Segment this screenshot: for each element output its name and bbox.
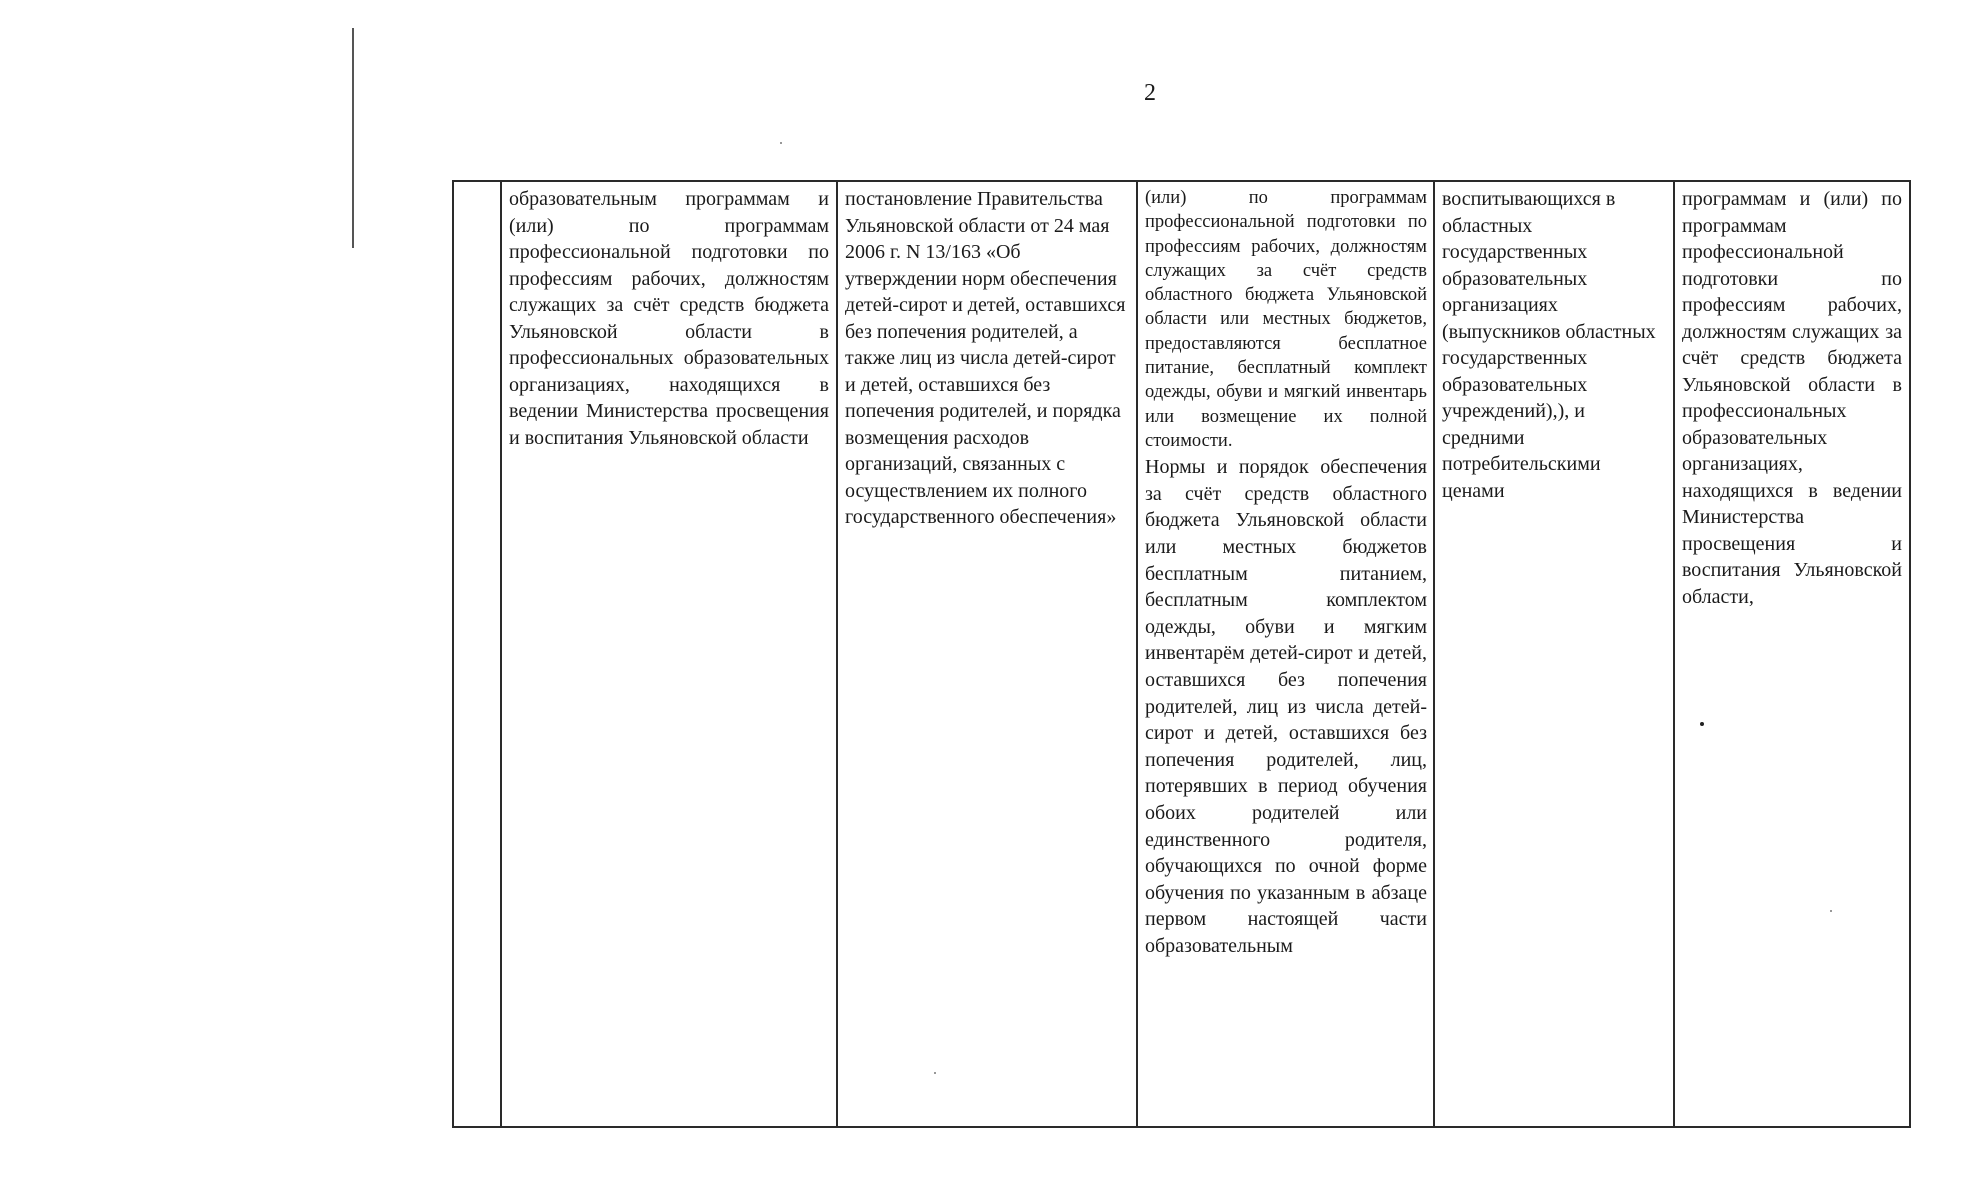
table-row <box>453 181 1910 1127</box>
table-cell-legal-act: постановление Правительства Ульяновской области от 24 мая 2006 г. N 13/163 «Об утверждении норм обеспечения детей-сирот и детей, оставшихся без попечения родителей, а также лиц из числа детей-сирот и детей, оставшихся без попечения родителей, и порядка возмещения расходов организаций, связанных с осуществлением их полного государственного обеспечения» <box>837 181 1137 1127</box>
page-number: 2 <box>1144 80 1156 106</box>
provisions-paragraph-1: (или) по программам профессиональной подготовки по профессиям рабочих, должностям служащих за счёт средств областного бюджета Ульяновской области или местных бюджетов, предоставляются бесплатное питание, бесплатный комплект одежды, обуви и мягкий инвентарь или возмещение их полной стоимости. <box>1145 188 1427 451</box>
recipients-text: воспитывающихся в областных государственных образовательных организациях (выпускников областных государственных образовательных учреждений),), и средними потребительскими ценами <box>1442 188 1656 502</box>
table-cell-number <box>453 181 501 1127</box>
binding-margin-line <box>352 28 354 248</box>
document-table <box>452 180 1911 1128</box>
table-cell-programs <box>1674 181 1910 1127</box>
scan-speck <box>780 142 782 144</box>
table-cell-recipients <box>1434 181 1674 1127</box>
programs-text: программам и (или) по программам профессиональной подготовки по профессиям рабочих, должностям служащих за счёт средств бюджета Ульяновской области в профессиональных образовательных организациях, находящихся в ведении Министерства просвещения и воспитания Ульяновской области, <box>1682 188 1902 608</box>
table-cell-provisions <box>1137 181 1434 1127</box>
provisions-paragraph-2: Нормы и порядок обеспечения за счёт средств областного бюджета Ульяновской области или местных бюджетов бесплатным питанием, бесплатным комплектом одежды, обуви и мягким инвентарём детей-сирот и детей, оставшихся без попечения родителей, лиц из числа детей-сирот и детей, оставшихся без попечения родителей, лиц, потерявших в период обучения обоих родителей или единственного родителя, обучающихся по очной форме обучения по указанным в абзаце первом настоящей части образовательным <box>1145 456 1427 957</box>
table-cell-category: образовательным программам и (или) по программам профессиональной подготовки по профессиям рабочих, должностям служащих за счёт средств бюджета Ульяновской области в профессиональных образовательных организациях, находящихся в ведении Министерства просвещения и воспитания Ульяновской области <box>501 181 837 1127</box>
